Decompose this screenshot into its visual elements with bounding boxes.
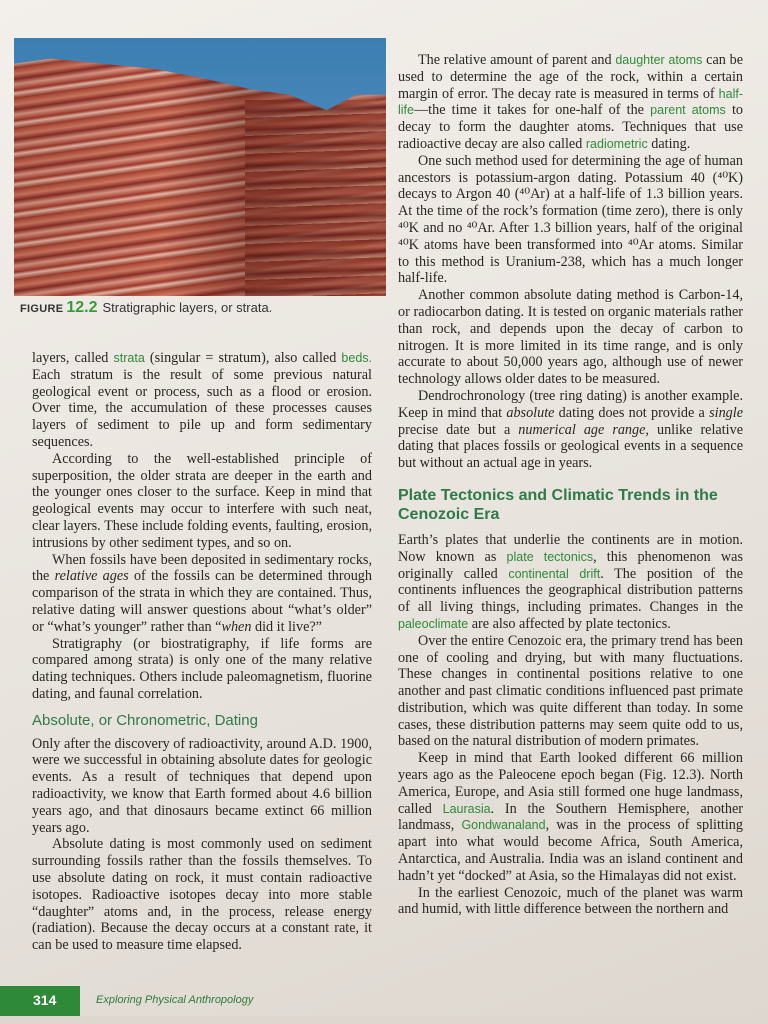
- keyword-gondwanaland: Gondwanaland: [461, 818, 546, 833]
- figure-label: FIGURE: [20, 303, 64, 315]
- paragraph-half-life: The relative amount of parent and daughter atoms can be used to determine the age of the rock, within a certain margin of error. The decay rate is measured in terms of half-life—the time it takes for one-half of the parent atoms to decay to form the daughter atoms. Techniques that use radioactive decay are also called radiometric dating.: [398, 52, 743, 152]
- bottom-edge: [0, 1016, 768, 1024]
- keyword-strata: strata: [113, 351, 145, 365]
- paragraph-plate-tectonics: Earth’s plates that underlie the continents are in motion. Now known as plate tectonics, this phenomenon was originally called continental drift. The position of the continents influences the geographical distribution patterns of all living things, including primates. Changes in the paleoclimate are also affected by plate tectonics.: [398, 531, 743, 632]
- keyword-plate-tectonics: plate tectonics: [506, 549, 594, 564]
- figure-caption: [20, 299, 272, 317]
- paragraph-superposition: According to the well-established principle of superposition, the older strata are deeper in the earth and the younger ones closer to the surface. Keep in mind that geological events may occur to interfere with such neat, clear layers. These include folding events, faulting, erosion, intrusions by other sediment types, and so on.: [32, 450, 372, 551]
- paragraph-dendrochronology: Dendrochronology (tree ring dating) is another example. Keep in mind that absolute dating does not provide a single precise date but a numerical age range, unlike relative dating that places fossils or geological events in a sequence but without an actual age in years.: [398, 387, 743, 472]
- keyword-continental-drift: continental drift: [508, 566, 601, 581]
- paragraph-carbon-14: Another common absolute dating method is Carbon-14, or radiocarbon dating. It is tested on organic materials rather than rock, and depends upon the decay of carbon to nitrogen. It is more limited in its time range, and is only accurate to about 50,000 years ago, although use of newer technology allows older dates to be measured.: [398, 287, 743, 388]
- page-number: 314: [33, 992, 57, 1008]
- figure-caption-text: Stratigraphic layers, or strata.: [102, 300, 273, 315]
- keyword-beds: beds.: [341, 351, 373, 365]
- figure-number: 12.2: [66, 299, 98, 316]
- running-footer-title: Exploring Physical Anthropology: [96, 994, 254, 1006]
- keyword-parent-atoms: parent atoms: [650, 103, 726, 118]
- right-column: [398, 52, 743, 918]
- paragraph-early-cenozoic: In the earliest Cenozoic, much of the planet was warm and humid, with little difference between the northern and: [398, 884, 743, 918]
- keyword-paleoclimate: paleoclimate: [398, 616, 469, 631]
- heading-absolute-dating: Absolute, or Chronometric, Dating: [32, 711, 258, 729]
- keyword-radiometric: radiometric: [585, 136, 648, 151]
- paragraph-cenozoic-trend: Over the entire Cenozoic era, the primary trend has been one of cooling and drying, but with many fluctuations. These changes in continental positions relative to one another and past climatic conditions influenced past primate distribution, which was quite different than today. In some cases, these distribution patterns may seem quite odd to us, based on the natural distribution of modern primates.: [398, 632, 743, 750]
- paragraph-stratigraphy: Stratigraphy (or biostratigraphy, if life forms are compared among strata) is only one of the many relative dating techniques. Others include paleomagnetism, fluorine dating, and faunal correlation.: [32, 635, 372, 702]
- keyword-half-life: half-life: [398, 86, 743, 118]
- paragraph-radioactivity: Only after the discovery of radioactivity, around A.D. 1900, were we successful in obtaining absolute dates for geologic events. As a result of techniques that depend upon radioactivity, we know that Earth formed about 4.6 billion years ago, and that dinosaurs became extinct 66 million years ago.: [32, 735, 372, 836]
- paragraph-strata: layers, called strata (singular = stratum), also called beds. Each stratum is the result of some previous natural geological event or process, such as a flood or erosion. Over time, the accumulation of these processes causes layers of sediment to pile up and form sedimentary sequences.: [32, 350, 373, 450]
- heading-plate-tectonics: Plate Tectonics and Climatic Trends in the Cenozoic Era: [398, 486, 718, 523]
- strata-photo: [14, 38, 386, 296]
- paragraph-relative-dating: When fossils have been deposited in sedimentary rocks, the relative ages of the fossils can be determined through comparison of the strata in which they are contained. Thus, relative dating will answer questions about “what’s older” or “what’s younger” rather than “when did it live?”: [32, 551, 372, 635]
- paragraph-absolute-dating: Absolute dating is most commonly used on sediment surrounding fossils rather than the fossils themselves. To use absolute dating on rock, it must contain radioactive isotopes. Radioactive isotopes decay into more stable “daughter” atoms and, in the process, release energy (radiation). Because the decay occurs at a constant rate, it can be used to measure time elapsed.: [32, 836, 372, 954]
- paragraph-paleocene: Keep in mind that Earth looked different 66 million years ago as the Paleocene epoch began (Fig. 12.3). North America, Europe, and Asia still formed one huge landmass, called Laurasia. In the Southern Hemisphere, another landmass, Gondwanaland, was in the process of splitting apart into what would become Africa, South America, Antarctica, and Australia. India was an island continent and hadn’t yet “docked” at Asia, so the Himalayas did not exist.: [398, 750, 743, 884]
- left-column: [32, 350, 372, 954]
- paragraph-potassium-argon: One such method used for determining the age of human ancestors is potassium-argon dating. Potassium 40 (⁴⁰K) decays to Argon 40 (⁴⁰Ar) at a half-life of 1.3 billion years. At the time of the rock’s formation (time zero), there is only ⁴⁰K and no ⁴⁰Ar. After 1.3 billion years, half of the original ⁴⁰K atoms have been transformed into ⁴⁰Ar atoms. Similar to this method is Uranium-238, which has a much longer half-life.: [398, 152, 743, 287]
- keyword-daughter-atoms: daughter atoms: [615, 53, 703, 67]
- keyword-laurasia: Laurasia: [442, 801, 491, 816]
